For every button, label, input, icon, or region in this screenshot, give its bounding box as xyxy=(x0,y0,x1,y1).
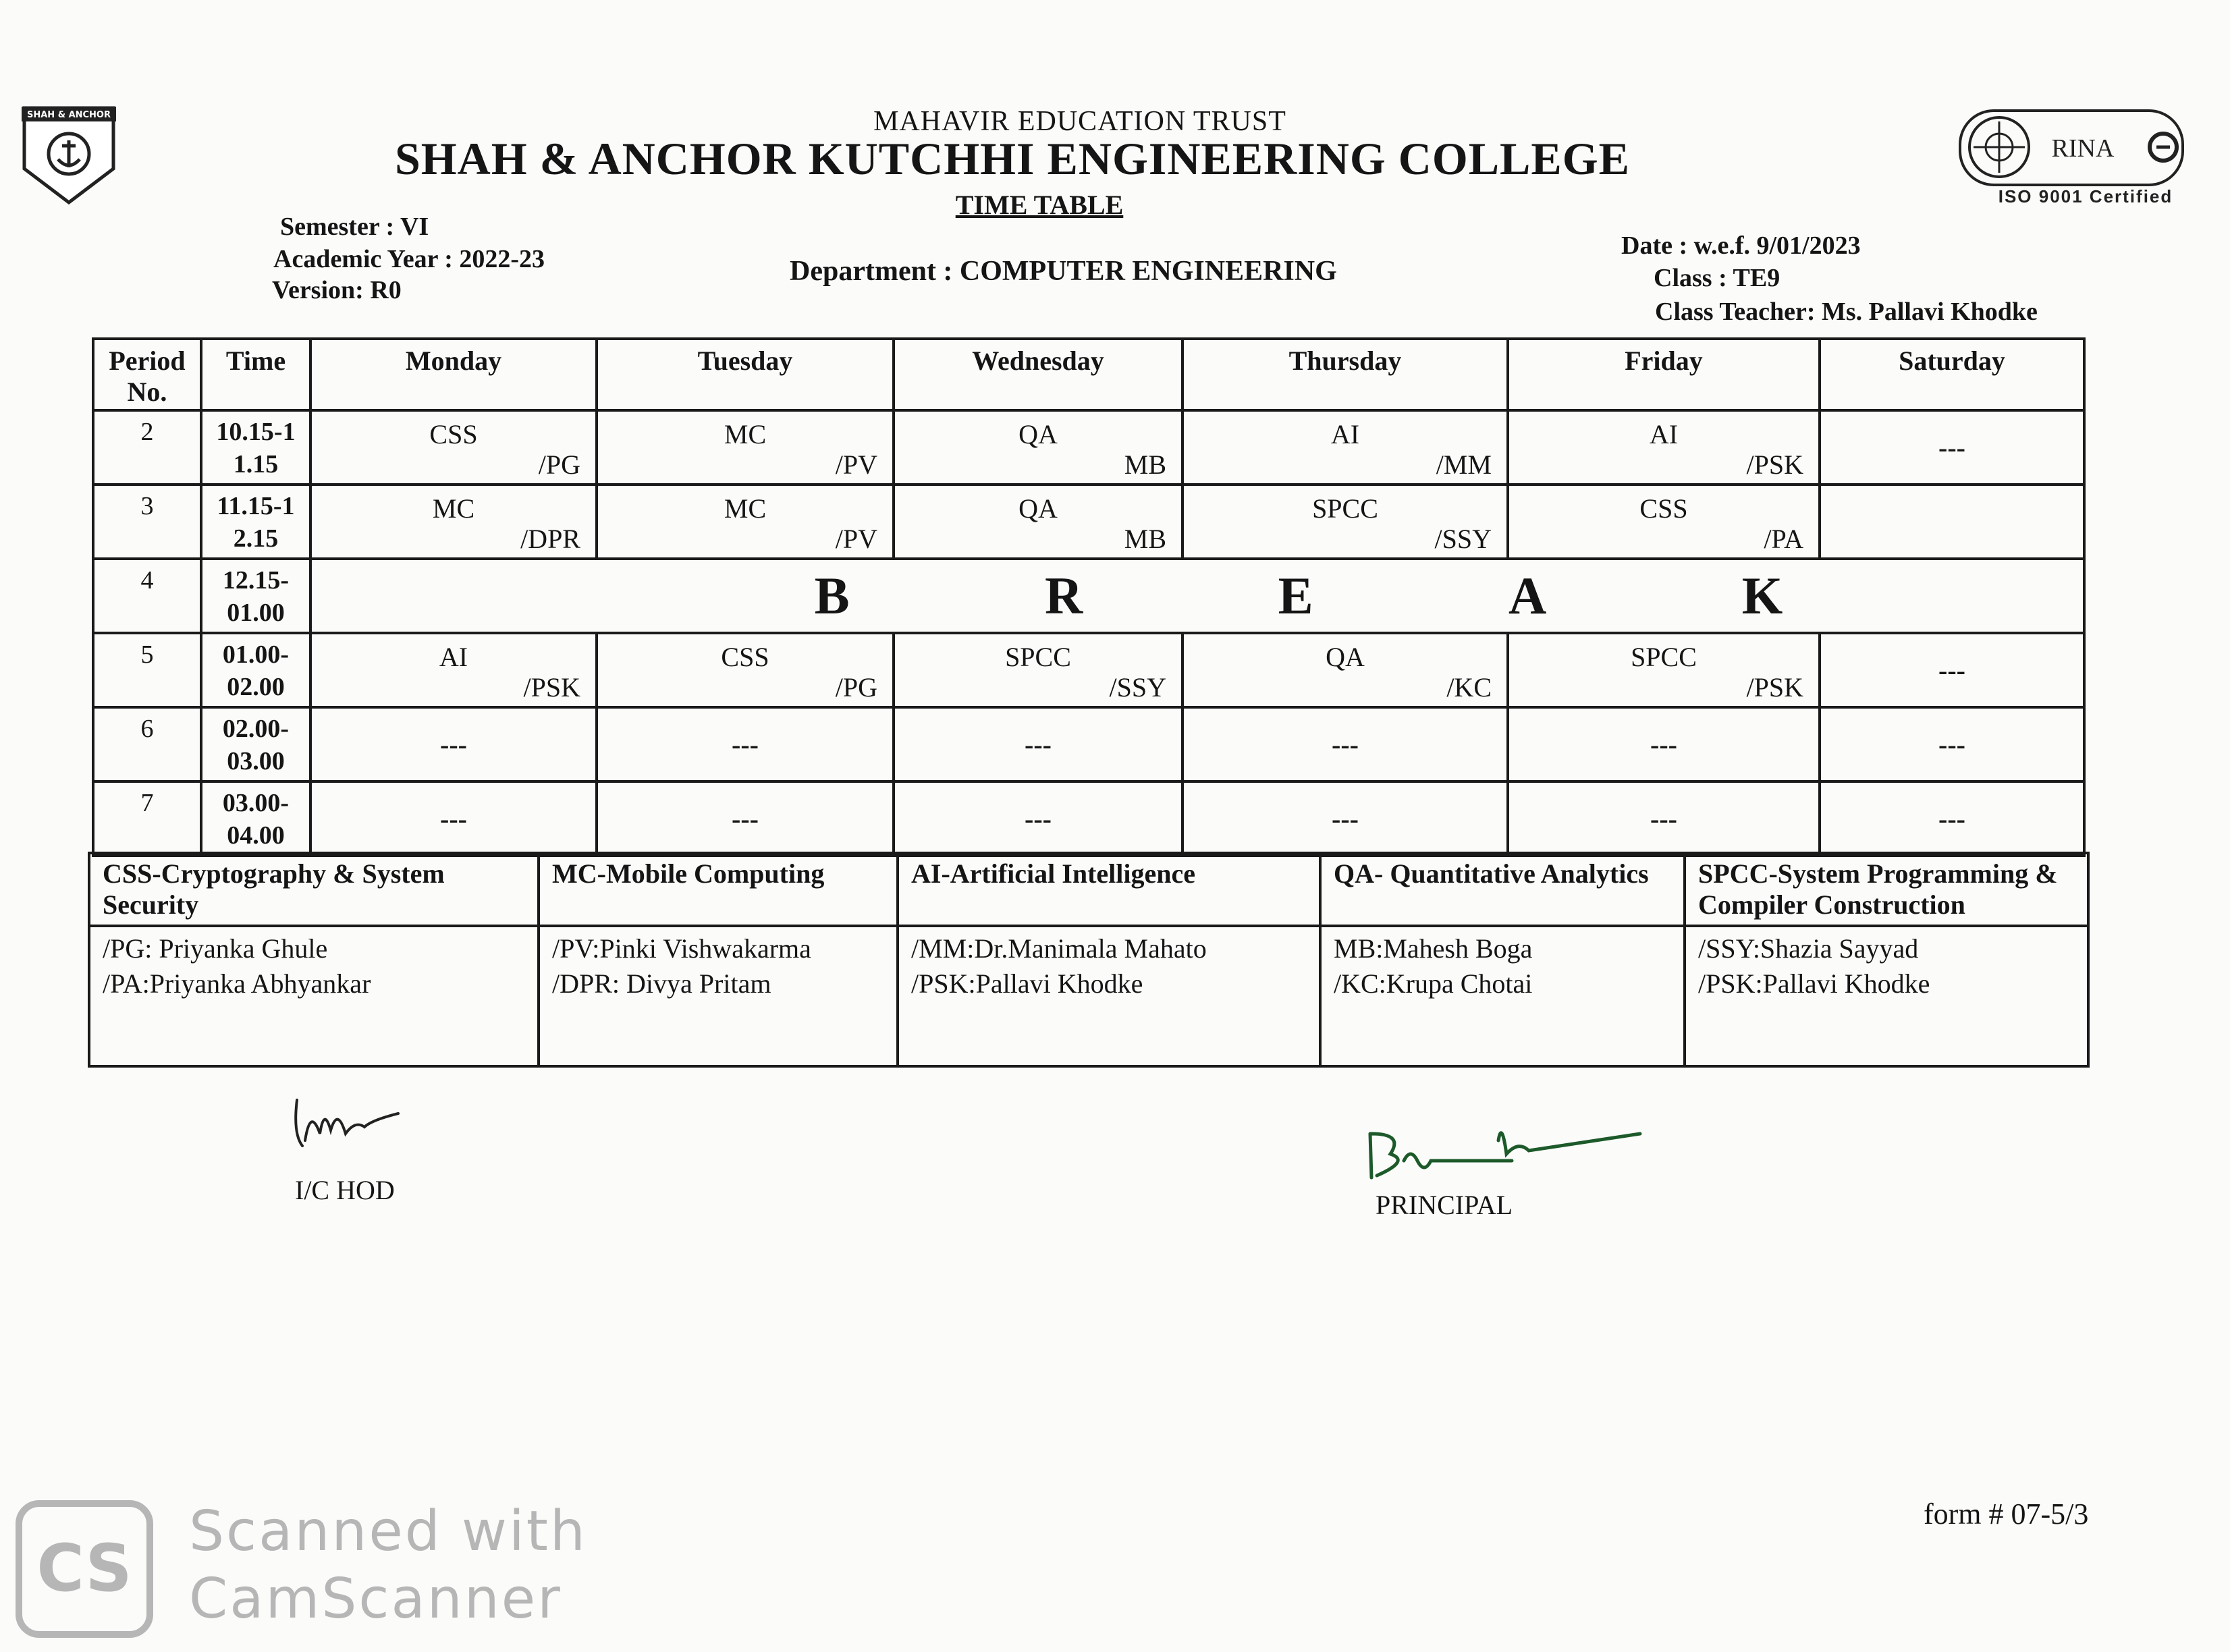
header-thursday: Thursday xyxy=(1182,339,1508,410)
period-number: 6 xyxy=(93,707,201,781)
period-time: 12.15- 01.00 xyxy=(201,559,310,633)
break-cell xyxy=(310,559,2084,633)
schedule-cell xyxy=(310,707,597,781)
schedule-cell xyxy=(1182,410,1508,485)
class: Class : TE9 xyxy=(1654,264,1780,292)
table-row xyxy=(93,781,2084,856)
teacher-code: /MM xyxy=(1436,449,1492,480)
svg-text:SHAH & ANCHOR: SHAH & ANCHOR xyxy=(27,110,111,120)
teacher-code: MB xyxy=(1124,449,1166,480)
timetable-body xyxy=(93,410,2084,856)
legend-teacher: MB:Mahesh Boga xyxy=(1334,933,1533,964)
teacher-code: /KC xyxy=(1446,672,1492,703)
schedule-cell xyxy=(597,633,894,707)
teacher-code: /SSY xyxy=(1109,672,1166,703)
schedule-cell xyxy=(894,410,1182,485)
empty-slot: --- xyxy=(1938,803,1965,834)
table-row xyxy=(93,707,2084,781)
department: Department : COMPUTER ENGINEERING xyxy=(790,256,1337,287)
subject-legend xyxy=(88,852,2090,1068)
legend-teacher: /PSK:Pallavi Khodke xyxy=(911,968,1143,999)
empty-slot: --- xyxy=(440,803,467,834)
period-time: 10.15-1 1.15 xyxy=(201,410,310,485)
schedule-cell xyxy=(1820,633,2084,707)
legend-teacher: /PSK:Pallavi Khodke xyxy=(1698,968,1930,999)
svg-text:ISO 9001 Certified: ISO 9001 Certified xyxy=(1998,186,2173,206)
subject-code: CSS xyxy=(1639,493,1688,524)
table-row xyxy=(93,410,2084,485)
teacher-code: MB xyxy=(1124,524,1166,554)
subject-code: QA xyxy=(1326,642,1365,672)
period-number: 3 xyxy=(93,485,201,559)
trust-name: MAHAVIR EDUCATION TRUST xyxy=(873,106,1286,137)
period-number: 7 xyxy=(93,781,201,856)
schedule-cell xyxy=(894,781,1182,856)
period-time: 03.00- 04.00 xyxy=(201,781,310,856)
rina-cert-logo xyxy=(1957,108,2194,208)
teacher-code: /PA xyxy=(1764,524,1803,554)
break-letter: R xyxy=(1045,566,1083,625)
period-time: 02.00- 03.00 xyxy=(201,707,310,781)
empty-slot: --- xyxy=(1938,729,1965,760)
empty-slot: --- xyxy=(732,729,759,760)
empty-slot: --- xyxy=(440,729,467,760)
schedule-cell xyxy=(310,633,597,707)
empty-slot: --- xyxy=(1332,803,1359,834)
empty-slot: --- xyxy=(1938,655,1965,686)
header-tuesday: Tuesday xyxy=(597,339,894,410)
hod-signature xyxy=(290,1093,425,1154)
legend-teachers xyxy=(1320,926,1685,1066)
legend-teacher: /DPR: Divya Pritam xyxy=(552,968,771,999)
period-time: 01.00- 02.00 xyxy=(201,633,310,707)
schedule-cell xyxy=(310,781,597,856)
version: Version: R0 xyxy=(272,276,402,304)
teacher-code: /PV xyxy=(835,524,877,554)
schedule-cell xyxy=(310,485,597,559)
hod-label: I/C HOD xyxy=(295,1175,395,1205)
document-title: TIME TABLE xyxy=(955,190,1124,220)
schedule-cell xyxy=(1508,707,1820,781)
teacher-code: /PV xyxy=(835,449,877,480)
schedule-cell xyxy=(1182,485,1508,559)
form-number: form # 07-5/3 xyxy=(1924,1497,2089,1531)
effective-date: Date : w.e.f. 9/01/2023 xyxy=(1621,231,1861,260)
legend-subject: SPCC-System Programming & Compiler Construction xyxy=(1685,853,2088,926)
schedule-cell xyxy=(597,707,894,781)
header-saturday: Saturday xyxy=(1820,339,2084,410)
subject-code: SPCC xyxy=(1312,493,1378,524)
legend-teacher: /SSY:Shazia Sayyad xyxy=(1698,933,1919,964)
teacher-code: /PG xyxy=(835,672,877,703)
empty-slot: --- xyxy=(1650,729,1677,760)
break-letter: B xyxy=(814,566,850,625)
subject-code: AI xyxy=(439,642,468,672)
schedule-cell xyxy=(1182,633,1508,707)
subject-code: MC xyxy=(432,493,475,524)
empty-slot: --- xyxy=(732,803,759,834)
period-time: 11.15-1 2.15 xyxy=(201,485,310,559)
empty-slot: --- xyxy=(1650,803,1677,834)
header-monday: Monday xyxy=(310,339,597,410)
svg-text:CS: CS xyxy=(36,1531,132,1606)
teacher-code: /SSY xyxy=(1434,524,1492,554)
teacher-code: /PG xyxy=(538,449,580,480)
class-teacher: Class Teacher: Ms. Pallavi Khodke xyxy=(1655,298,2038,326)
schedule-cell xyxy=(1508,410,1820,485)
subject-code: SPCC xyxy=(1005,642,1071,672)
legend-subject: CSS-Cryptography & System Security xyxy=(89,853,539,926)
schedule-cell xyxy=(1820,410,2084,485)
teacher-code: /DPR xyxy=(520,524,580,554)
subject-code: CSS xyxy=(429,419,478,449)
period-number: 4 xyxy=(93,559,201,633)
legend-subject: QA- Quantitative Analytics xyxy=(1320,853,1685,926)
legend-teacher: /PV:Pinki Vishwakarma xyxy=(552,933,811,964)
header-time: Time xyxy=(201,339,310,410)
semester: Semester : VI xyxy=(280,213,429,241)
academic-year: Academic Year : 2022-23 xyxy=(273,245,545,273)
period-number: 5 xyxy=(93,633,201,707)
legend-teacher: /KC:Krupa Chotai xyxy=(1334,968,1533,999)
schedule-cell xyxy=(894,633,1182,707)
legend-teacher: /PG: Priyanka Ghule xyxy=(103,933,328,964)
legend-teacher-row xyxy=(89,926,2088,1066)
break-letter: E xyxy=(1278,566,1313,625)
legend-teachers xyxy=(898,926,1320,1066)
subject-code: SPCC xyxy=(1631,642,1697,672)
table-row xyxy=(93,485,2084,559)
subject-code: AI xyxy=(1649,419,1679,449)
header-period: Period No. xyxy=(93,339,201,410)
schedule-cell xyxy=(1508,781,1820,856)
svg-text:RINA: RINA xyxy=(2051,134,2115,163)
schedule-cell xyxy=(894,485,1182,559)
header-friday: Friday xyxy=(1508,339,1820,410)
schedule-cell xyxy=(1820,485,2084,559)
watermark-line-2: CamScanner xyxy=(189,1567,562,1631)
college-logo xyxy=(15,94,123,209)
college-name: SHAH & ANCHOR KUTCHHI ENGINEERING COLLEGE xyxy=(394,133,1631,184)
legend-teacher: /PA:Priyanka Abhyankar xyxy=(103,968,371,999)
subject-code: MC xyxy=(724,493,767,524)
empty-slot: --- xyxy=(1025,803,1052,834)
teacher-code: /PSK xyxy=(523,672,580,703)
subject-code: MC xyxy=(724,419,767,449)
legend-teacher: /MM:Dr.Manimala Mahato xyxy=(911,933,1207,964)
watermark-line-1: Scanned with xyxy=(189,1499,587,1564)
schedule-cell xyxy=(894,707,1182,781)
camscanner-logo xyxy=(15,1499,154,1639)
schedule-cell xyxy=(1508,485,1820,559)
schedule-cell xyxy=(1508,633,1820,707)
schedule-cell xyxy=(1182,781,1508,856)
subject-code: AI xyxy=(1330,419,1360,449)
break-letter: K xyxy=(1741,566,1783,625)
table-row xyxy=(93,559,2084,633)
timetable xyxy=(92,337,2086,857)
teacher-code: /PSK xyxy=(1746,672,1803,703)
period-number: 2 xyxy=(93,410,201,485)
empty-slot: --- xyxy=(1332,729,1359,760)
schedule-cell xyxy=(597,485,894,559)
teacher-code: /PSK xyxy=(1746,449,1803,480)
header-wednesday: Wednesday xyxy=(894,339,1182,410)
schedule-cell xyxy=(597,410,894,485)
schedule-cell xyxy=(1820,707,2084,781)
schedule-cell xyxy=(310,410,597,485)
break-letter: A xyxy=(1508,566,1547,625)
empty-slot xyxy=(1821,486,2083,557)
legend-subject: AI-Artificial Intelligence xyxy=(898,853,1320,926)
schedule-cell xyxy=(597,781,894,856)
legend-header-row xyxy=(89,853,2088,926)
legend-teachers xyxy=(1685,926,2088,1066)
legend-teachers xyxy=(89,926,539,1066)
subject-code: QA xyxy=(1018,493,1058,524)
empty-slot: --- xyxy=(1025,729,1052,760)
empty-slot: --- xyxy=(1938,432,1965,463)
legend-subject: MC-Mobile Computing xyxy=(539,853,898,926)
schedule-cell xyxy=(1820,781,2084,856)
subject-code: QA xyxy=(1018,419,1058,449)
legend-teachers xyxy=(539,926,898,1066)
table-row xyxy=(93,633,2084,707)
principal-label: PRINCIPAL xyxy=(1376,1190,1513,1220)
subject-code: CSS xyxy=(721,642,769,672)
schedule-cell xyxy=(1182,707,1508,781)
principal-signature xyxy=(1363,1113,1647,1188)
